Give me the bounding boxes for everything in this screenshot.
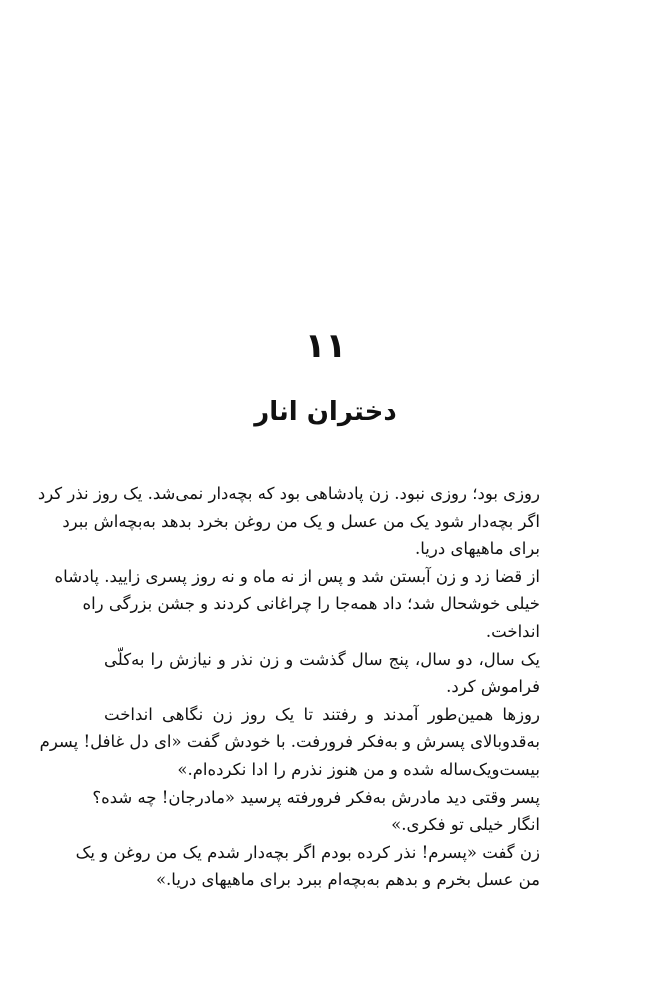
paragraph	[92, 784, 540, 839]
text-line: فراموش کرد.	[446, 677, 540, 697]
text-line: روزی بود؛ روزی نبود. زن پادشاهی بود که بچه‌دار نمی‌شد. یک روز نذر کرد	[37, 484, 540, 503]
paragraph	[104, 646, 540, 701]
text-line: پسر وقتی دید مادرش به‌فکر فرورفته پرسید «مادرجان! چه شده؟	[92, 787, 540, 807]
story-text	[37, 480, 540, 894]
text-line: خیلی خوشحال شد؛ داد همه‌جا را چراغانی کردند و جشن بزرگی راه	[82, 594, 540, 614]
paragraph	[37, 480, 540, 563]
chapter-number: ۱۱	[304, 326, 347, 366]
text-line: بیست‌ویک‌ساله شده و من هنوز نذرم را ادا نکرده‌ام.»	[177, 759, 540, 779]
chapter-title: دختران انار	[254, 397, 397, 427]
paragraph	[75, 839, 540, 894]
paragraph	[54, 563, 540, 646]
paragraph	[39, 701, 540, 784]
text-line: از قضا زد و زن آبستن شد و پس از نه ماه و نه روز پسری زایید. پادشاه	[54, 566, 540, 586]
text-line: انداخت.	[485, 621, 540, 641]
text-line: یک سال، دو سال، پنج سال گذشت و زن نذر و نیازش را به‌کلّی	[104, 649, 540, 669]
text-line: روزها همین‌طور آمدند و رفتند تا یک روز زن نگاهی انداخت	[104, 704, 540, 724]
text-line: به‌قدوبالای پسرش و به‌فکر فرورفت. با خودش گفت «ای دل غافل! پسرم	[39, 732, 540, 752]
text-line: انگار خیلی تو فکری.»	[391, 815, 540, 835]
text-line: زن گفت «پسرم! نذر کرده بودم اگر بچه‌دار شدم یک من روغن و یک	[75, 842, 540, 862]
text-line: اگر بچه‌دار شود یک من عسل و یک من روغن بخرد بدهد به‌بچه‌اش ببرد	[62, 511, 540, 531]
text-line: من عسل بخرم و بدهم به‌بچه‌ام ببرد برای ماهیهای دریا.»	[155, 870, 540, 890]
text-line: برای ماهیهای دریا.	[415, 539, 540, 559]
